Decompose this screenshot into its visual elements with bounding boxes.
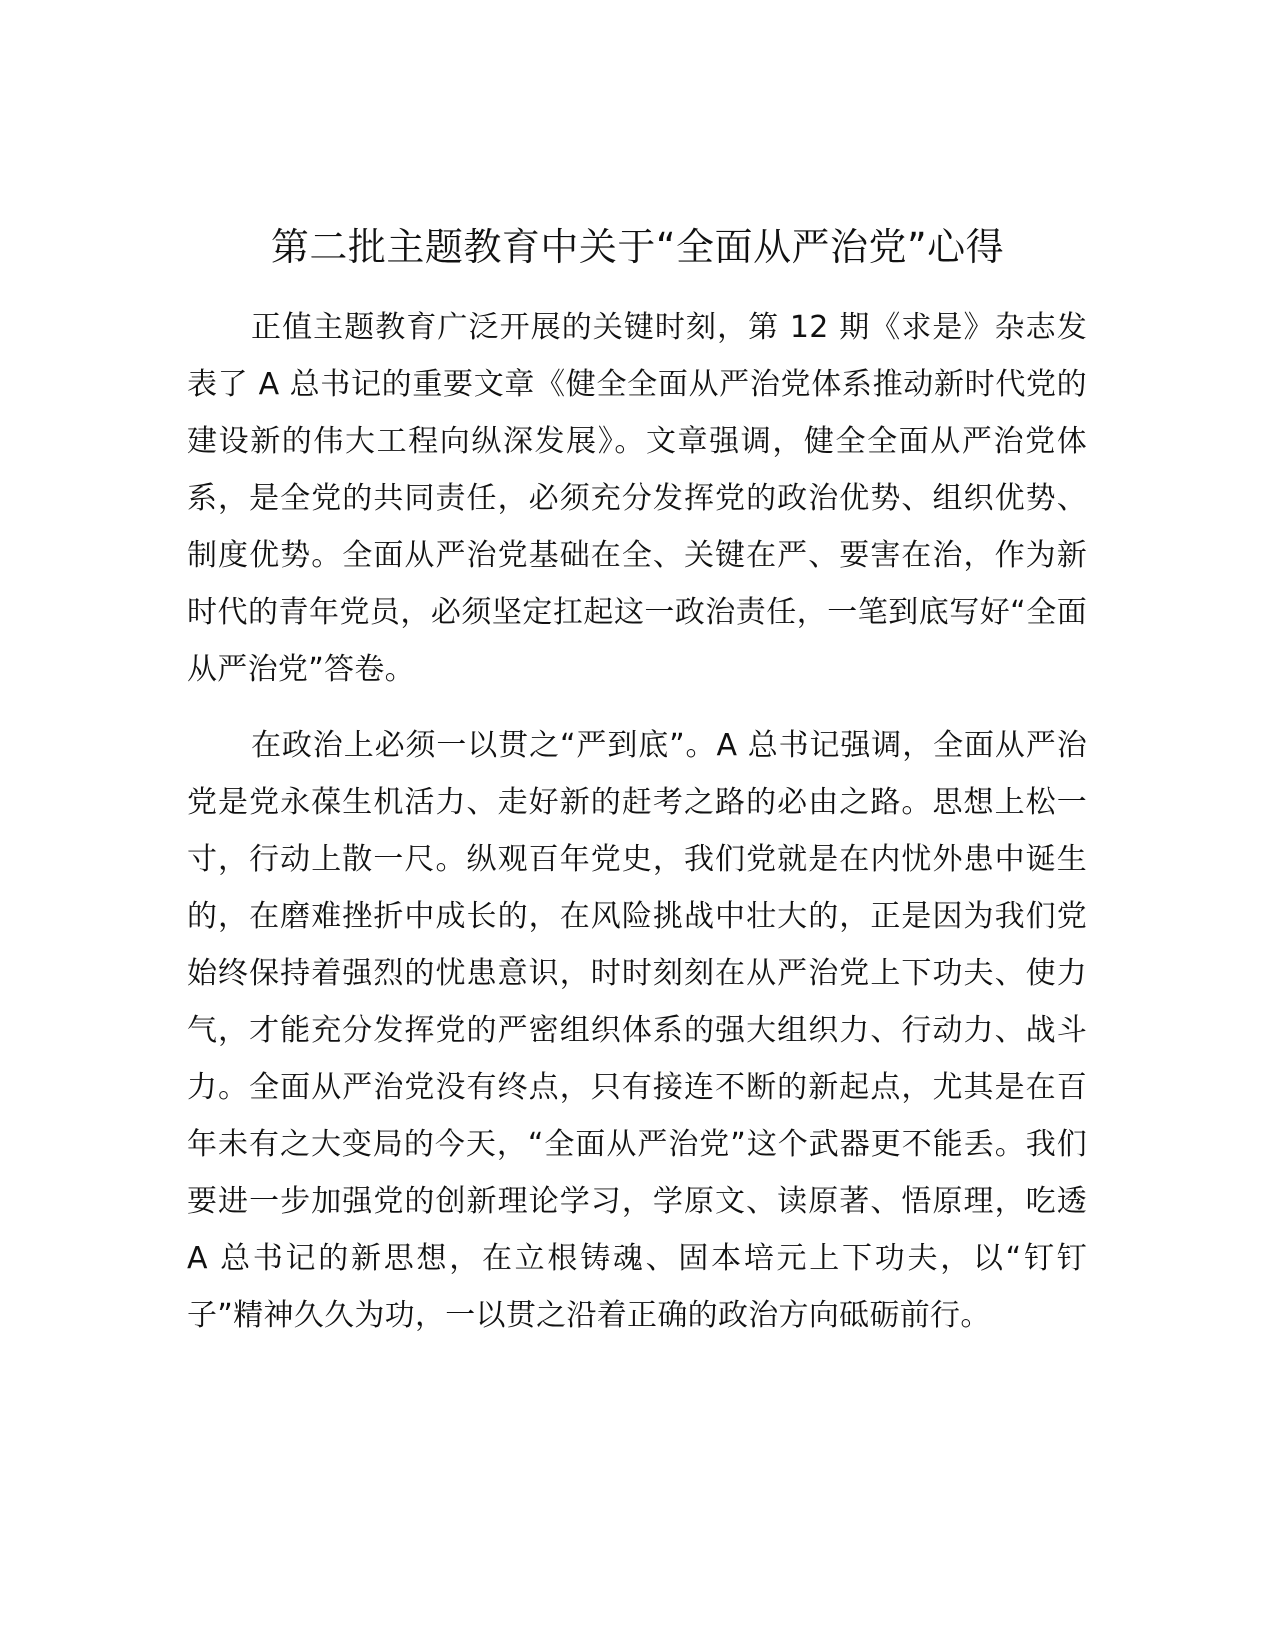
paragraph-2: 在政治上必须一以贯之“严到底”。A 总书记强调，全面从严治党是党永葆生机活力、走好新的赶考之路的必由之路。思想上松一寸，行动上散一尺。纵观百年党史，我们党就是在内忧外患中诞生的，在磨难挫折中成长的，在风险挑战中壮大的，正是因为我们党始终保持着强烈的忧患意识，时时刻刻在从严治党上下功夫、使力气，才能充分发挥党的严密组织体系的强大组织力、行动力、战斗力。全面从严治党没有终点，只有接连不断的新起点，尤其是在百年未有之大变局的今天，“全面从严治党”这个武器更不能丢。我们要进一步加强党的创新理论学习，学原文、读原著、悟原理，吃透 A 总书记的新思想，在立根铸魂、固本培元上下功夫，以“钉钉子”精神久久为功，一以贯之沿着正确的政治方向砥砺前行。 <box>187 728 1087 1333</box>
paragraph-1: 正值主题教育广泛开展的关键时刻，第 12 期《求是》杂志发表了 A 总书记的重要文章《健全全面从严治党体系推动新时代党的建设新的伟大工程向纵深发展》。文章强调，健全全面从严治党体系，是全党的共同责任，必须充分发挥党的政治优势、组织优势、制度优势。全面从严治党基础在全、关键在严、要害在治，作为新时代的青年党员，必须坚定扛起这一政治责任，一笔到底写好“全面从严治党”答卷。 <box>187 310 1087 687</box>
document-title: 第二批主题教育中关于“全面从严治党”心得 <box>270 225 1005 269</box>
